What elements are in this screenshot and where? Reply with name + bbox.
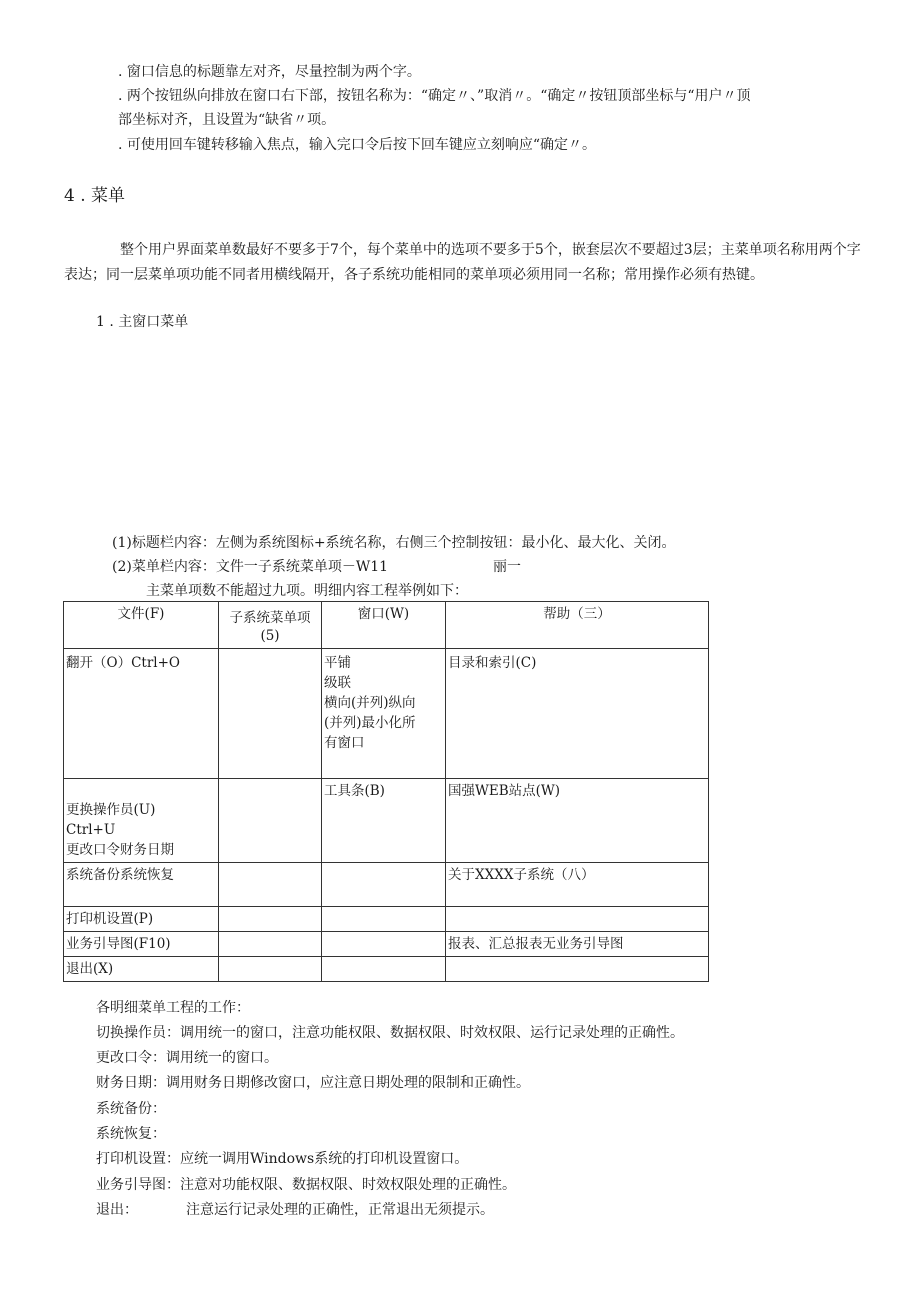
bullet-enter-focus: . 可使用回车键转移输入焦点，输入完口令后按下回车键应立刻响应“确定〃。	[118, 137, 597, 153]
bullet-button-layout-cont: 部坐标对齐，且设置为“缺省〃项。	[118, 112, 336, 128]
cell-web-site: 国强WEB站点(W)	[446, 779, 709, 863]
table-row	[64, 863, 709, 907]
section-paragraph: 整个用户界面菜单数最好不要多于7个，每个菜单中的选项不要多于5个，嵌套层次不要超过3层；主菜单项名称用两个字表达；同一层菜单项功能不同者用横线隔开，各子系统功能相同的菜单项必须用同一名称；常用操作必须有热键。	[64, 242, 861, 283]
detail-printer-setup: 打印机设置：应统一调用Windows系统的打印机设置窗口。	[96, 1151, 469, 1167]
bullet-button-layout: . 两个按钮纵向排放在窗口右下部，按钮名称为：“确定〃、”取消〃。“确定〃按钮顶部坐标与“用户〃顶	[118, 88, 751, 104]
detail-system-restore: 系统恢复：	[96, 1126, 166, 1142]
table-row	[64, 957, 709, 982]
menu-detail-table	[63, 601, 709, 982]
cell-window-options: 平铺 级联 横向(并列)纵向 (并列)最小化所 有窗口	[322, 649, 446, 779]
menu-count-note: 主菜单项数不能超过九项。明细内容工程举例如下：	[146, 583, 468, 599]
cell-toolbar: 工具条(B)	[322, 779, 446, 863]
cell-empty	[322, 957, 446, 982]
cell-business-guide: 业务引导图(F10)	[64, 932, 219, 957]
table-row	[64, 649, 709, 779]
cell-empty	[219, 907, 322, 932]
sub-heading-main-window-menu: 1 . 主窗口菜单	[96, 314, 189, 330]
detail-exit-label: 退出：	[96, 1202, 138, 1218]
detail-change-operator: 切换操作员：调用统一的窗口，注意功能权限、数据权限、时效权限、运行记录处理的正确性。	[96, 1025, 684, 1041]
cell-empty	[219, 863, 322, 907]
cell-about: 关于XXXX子系统（八）	[446, 863, 709, 907]
cell-empty	[322, 863, 446, 907]
cell-empty	[219, 957, 322, 982]
menu-bar-extra: 丽一	[493, 559, 521, 575]
bullet-title-align: . 窗口信息的标题靠左对齐，尽量控制为两个字。	[118, 64, 421, 80]
cell-file-open: 翻开（O）Ctrl+O	[64, 649, 219, 779]
cell-backup-restore: 系统备份系统恢复	[64, 863, 219, 907]
header-help: 帮助（三）	[446, 602, 709, 649]
menu-bar-description: (2)菜单栏内容：文件一子系统菜单项－W11	[112, 559, 389, 575]
header-file: 文件(F)	[64, 602, 219, 649]
cell-empty	[446, 907, 709, 932]
table-row	[64, 932, 709, 957]
cell-exit: 退出(X)	[64, 957, 219, 982]
cell-empty	[446, 957, 709, 982]
cell-printer-setup: 打印机设置(P)	[64, 907, 219, 932]
section-heading-menu: 4 . 菜单	[64, 186, 126, 206]
cell-report-guide: 报表、汇总报表无业务引导图	[446, 932, 709, 957]
header-subsystem: 子系统菜单项 (5)	[219, 602, 322, 649]
table-row	[64, 907, 709, 932]
cell-empty	[322, 932, 446, 957]
cell-empty	[219, 649, 322, 779]
cell-empty	[219, 932, 322, 957]
cell-change-operator: 更换操作员(U) Ctrl+U 更改口令财务日期	[64, 779, 219, 863]
detail-finance-date: 财务日期：调用财务日期修改窗口，应注意日期处理的限制和正确性。	[96, 1075, 530, 1091]
header-window: 窗口(W)	[322, 602, 446, 649]
detail-change-password: 更改口令：调用统一的窗口。	[96, 1050, 278, 1066]
details-intro: 各明细菜单工程的工作：	[96, 1000, 250, 1016]
cell-empty	[322, 907, 446, 932]
table-header-row	[64, 602, 709, 649]
title-bar-description: (1)标题栏内容：左侧为系统图标+系统名称，右侧三个控制按钮：最小化、最大化、关闭。	[112, 535, 676, 551]
detail-exit-text: 注意运行记录处理的正确性，正常退出无须提示。	[186, 1202, 494, 1218]
cell-empty	[219, 779, 322, 863]
detail-business-guide: 业务引导图：注意对功能权限、数据权限、时效权限处理的正确性。	[96, 1177, 516, 1193]
cell-help-index: 目录和索引(C)	[446, 649, 709, 779]
detail-system-backup: 系统备份：	[96, 1101, 166, 1117]
table-row	[64, 779, 709, 863]
